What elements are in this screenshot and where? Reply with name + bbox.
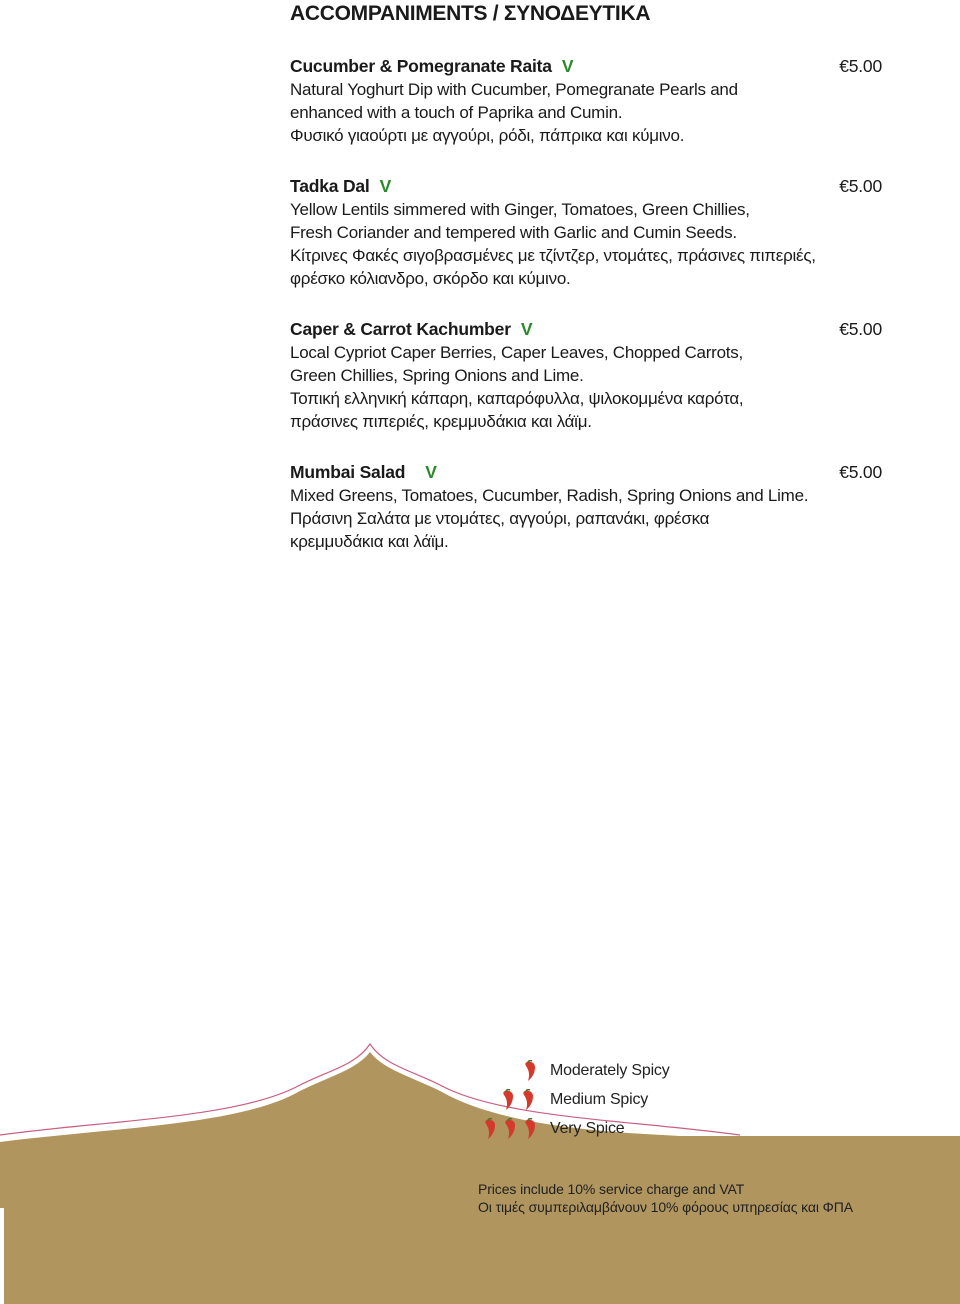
item-name-line [290,461,437,485]
menu-item-header [290,55,882,78]
item-description-line: Τοπική ελληνική κάπαρη, καπαρόφυλλα, ψιλοκομμένα καρότα, [290,389,744,408]
item-description-line: Κίτρινες Φακές σιγοβρασμένες με τζίντζερ, ντομάτες, πράσινες πιπεριές, [290,246,816,265]
item-description-line: Πράσινη Σαλάτα με ντομάτες, αγγούρι, ραπανάκι, φρέσκα [290,509,710,528]
chili-pepper-icon [522,1060,540,1082]
item-name: Cucumber & Pomegranate Raita [290,56,552,76]
item-name: Caper & Carrot Kachumber [290,319,511,339]
vegetarian-marker: V [379,176,392,196]
item-description-line: Green Chillies, Spring Onions and Lime. [290,366,584,385]
item-description-line: Mixed Greens, Tomatoes, Cucumber, Radish, Spring Onions and Lime. [290,486,809,505]
menu-item-kachumber [290,318,882,433]
item-price: €5.00 [839,319,882,339]
item-description-line: enhanced with a touch of Paprika and Cumin. [290,103,623,122]
vegetarian-marker: V [425,462,437,482]
legend-label: Very Spice [550,1120,625,1137]
chili-group [478,1115,550,1143]
item-description-line: Φυσικό γιαούρτι με αγγούρι, ρόδι, πάπρικα και κύμινο. [290,126,685,145]
item-description-line: Natural Yoghurt Dip with Cucumber, Pomegranate Pearls and [290,80,738,99]
price-notes [478,1180,853,1216]
vegetarian-marker: V [561,56,574,76]
chili-pepper-icon [482,1118,500,1140]
item-description-line: πράσινες πιπεριές, κρεμμυδάκια και λάϊμ. [290,412,592,431]
menu-item-header [290,318,882,341]
chili-group [478,1086,550,1114]
chili-pepper-icon [522,1118,540,1140]
item-name: Tadka Dal [290,176,370,196]
legend-row-moderately-spicy [478,1057,670,1085]
legend-row-very-spice [478,1115,625,1143]
menu-item-header [290,175,882,198]
menu-item-tadka-dal [290,175,882,290]
menu-item-mumbai-salad [290,461,882,553]
chili-group [478,1057,550,1085]
chili-pepper-icon [502,1118,520,1140]
item-price: €5.00 [839,176,882,196]
item-name-line [290,55,574,79]
legend-row-medium-spicy [478,1086,648,1114]
legend-label: Medium Spicy [550,1091,649,1108]
item-name-line [290,175,391,199]
price-note-greek: Οι τιμές συμπεριλαμβάνουν 10% φόρους υπηρεσίας και ΦΠΑ [478,1199,853,1215]
menu-content [290,0,882,553]
item-price: €5.00 [839,56,882,76]
legend-label: Moderately Spicy [550,1062,670,1079]
chili-pepper-icon [500,1089,518,1111]
chili-pepper-icon [520,1089,538,1111]
menu-item-raita [290,55,882,147]
footer-white-strip [0,1208,4,1304]
menu-item-header [290,461,882,484]
vegetarian-marker: V [520,319,533,339]
item-description-line: Fresh Coriander and tempered with Garlic and Cumin Seeds. [290,223,737,242]
item-description-line: φρέσκο κόλιανδρο, σκόρδο και κύμινο. [290,269,571,288]
item-description-line: κρεμμυδάκια και λάϊμ. [290,532,449,551]
item-name-line [290,318,533,342]
item-price: €5.00 [839,462,882,482]
item-description-line: Local Cypriot Caper Berries, Caper Leaves, Chopped Carrots, [290,343,743,362]
section-title: ACCOMPANIMENTS / ΣΥΝΟΔΕΥΤΙΚΑ [290,2,651,25]
item-name: Mumbai Salad [290,462,406,482]
price-note-english: Prices include 10% service charge and VAT [478,1181,745,1197]
item-description-line: Yellow Lentils simmered with Ginger, Tomatoes, Green Chillies, [290,200,750,219]
